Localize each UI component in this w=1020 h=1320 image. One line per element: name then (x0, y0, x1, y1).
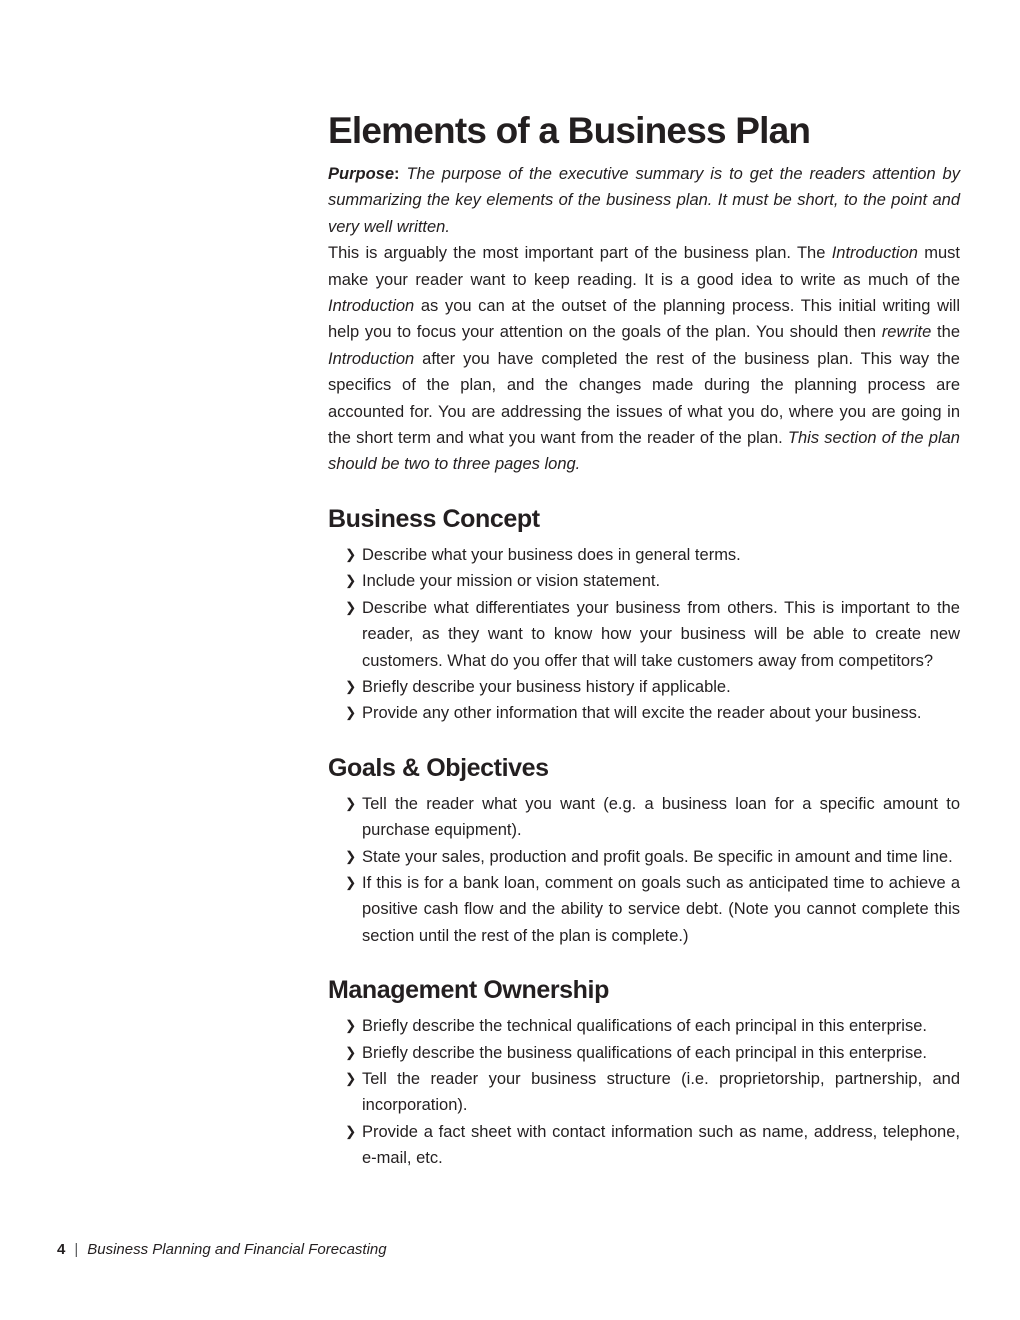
section-heading: Management Ownership (328, 976, 609, 1005)
bullet-arrow-icon: ❯ (345, 1070, 357, 1087)
list-item (345, 1013, 960, 1039)
list-item (345, 568, 960, 594)
list-item-text: If this is for a bank loan, comment on goals such as anticipated time to achieve a positive cash flow and the ability to service debt. (Note you cannot complete this section until the rest of the plan is complete.) (362, 873, 960, 945)
list-item-text: Tell the reader your business structure (i.e. proprietorship, partnership, and incorporation). (362, 1069, 960, 1115)
text-run: Purpose (328, 165, 395, 183)
footer-separator: | (74, 1241, 79, 1258)
text-run: must make your reader want to keep reading. It is a good idea to write as much of the (328, 244, 960, 289)
page-number: 4 (57, 1241, 66, 1258)
bullet-arrow-icon: ❯ (345, 678, 357, 695)
list-item (345, 1040, 960, 1066)
list-item (345, 791, 960, 844)
list-item-text: Include your mission or vision statement. (362, 572, 661, 591)
bullet-arrow-icon: ❯ (345, 573, 357, 590)
text-run: This is arguably the most important part of the business plan. The (328, 244, 832, 263)
text-run: Introduction (831, 244, 918, 263)
list-item (345, 595, 960, 674)
list-item-text: Tell the reader what you want (e.g. a business loan for a specific amount to purchase equipment). (362, 794, 960, 840)
bullet-list (328, 791, 960, 949)
text-run: The purpose of the executive summary is to get the readers attention by summarizing the key elements of the business plan. It must be short, to the point and very well written. (328, 165, 960, 236)
page-title: Elements of a Business Plan (328, 110, 811, 151)
list-item (345, 542, 960, 568)
list-item-text: Describe what your business does in general terms. (362, 545, 741, 564)
bullet-arrow-icon: ❯ (345, 795, 357, 812)
list-item-text: Briefly describe the technical qualifications of each principal in this enterprise. (362, 1017, 927, 1036)
bullet-list (328, 542, 960, 727)
bullet-arrow-icon: ❯ (345, 705, 357, 722)
bullet-arrow-icon: ❯ (345, 1018, 357, 1035)
bullet-arrow-icon: ❯ (345, 546, 357, 563)
list-item-text: State your sales, production and profit goals. Be specific in amount and time line. (362, 847, 953, 866)
text-run: Introduction (328, 349, 415, 368)
text-run: rewrite (881, 323, 932, 342)
bullet-arrow-icon: ❯ (345, 874, 357, 891)
list-item (345, 844, 960, 870)
section-goals-objectives (328, 754, 960, 949)
text-run: : (394, 165, 407, 183)
list-item-text: Briefly describe your business history if applicable. (362, 677, 731, 696)
section-heading: Business Concept (328, 504, 540, 533)
bullet-arrow-icon: ❯ (345, 599, 357, 616)
list-item (345, 870, 960, 949)
section-heading: Goals & Objectives (328, 753, 549, 782)
text-run: Introduction (328, 297, 415, 316)
list-item (345, 1066, 960, 1119)
page-content (328, 110, 960, 1172)
bullet-list (328, 1013, 960, 1171)
bullet-arrow-icon: ❯ (345, 848, 357, 865)
list-item (345, 700, 960, 726)
list-item-text: Briefly describe the business qualifications of each principal in this enterprise. (362, 1043, 927, 1062)
text-run: as you can at the outset of the planning process. This initial writing will help you to focus your attention on the goals of the plan. You should then (328, 297, 960, 342)
page-footer (57, 1240, 387, 1260)
list-item-text: Provide any other information that will excite the reader about your business. (362, 704, 922, 723)
list-item (345, 1119, 960, 1172)
intro-paragraph (328, 240, 960, 478)
bullet-arrow-icon: ❯ (345, 1044, 357, 1061)
text-run: the (931, 323, 960, 342)
text-run: after you have completed the rest of the business plan. This way the specifics of the plan, and the changes made during the planning process are accounted for. You are addressing the issues of what you do, where you are going in the short term and what you want from the reader of the plan. (328, 349, 960, 448)
footer-book-title: Business Planning and Financial Forecasting (87, 1241, 387, 1258)
bullet-arrow-icon: ❯ (345, 1123, 357, 1140)
section-business-concept (328, 505, 960, 727)
list-item (345, 674, 960, 700)
list-item-text: Describe what differentiates your business from others. This is important to the reader, as they want to know how your business will be able to create new customers. What do you offer that will take customers away from competitors? (362, 598, 960, 670)
purpose-paragraph (328, 161, 960, 240)
section-management-ownership (328, 976, 960, 1171)
text-run: This section of the plan should be two to three pages long. (328, 429, 960, 474)
list-item-text: Provide a fact sheet with contact information such as name, address, telephone, e-mail, etc. (362, 1122, 960, 1168)
